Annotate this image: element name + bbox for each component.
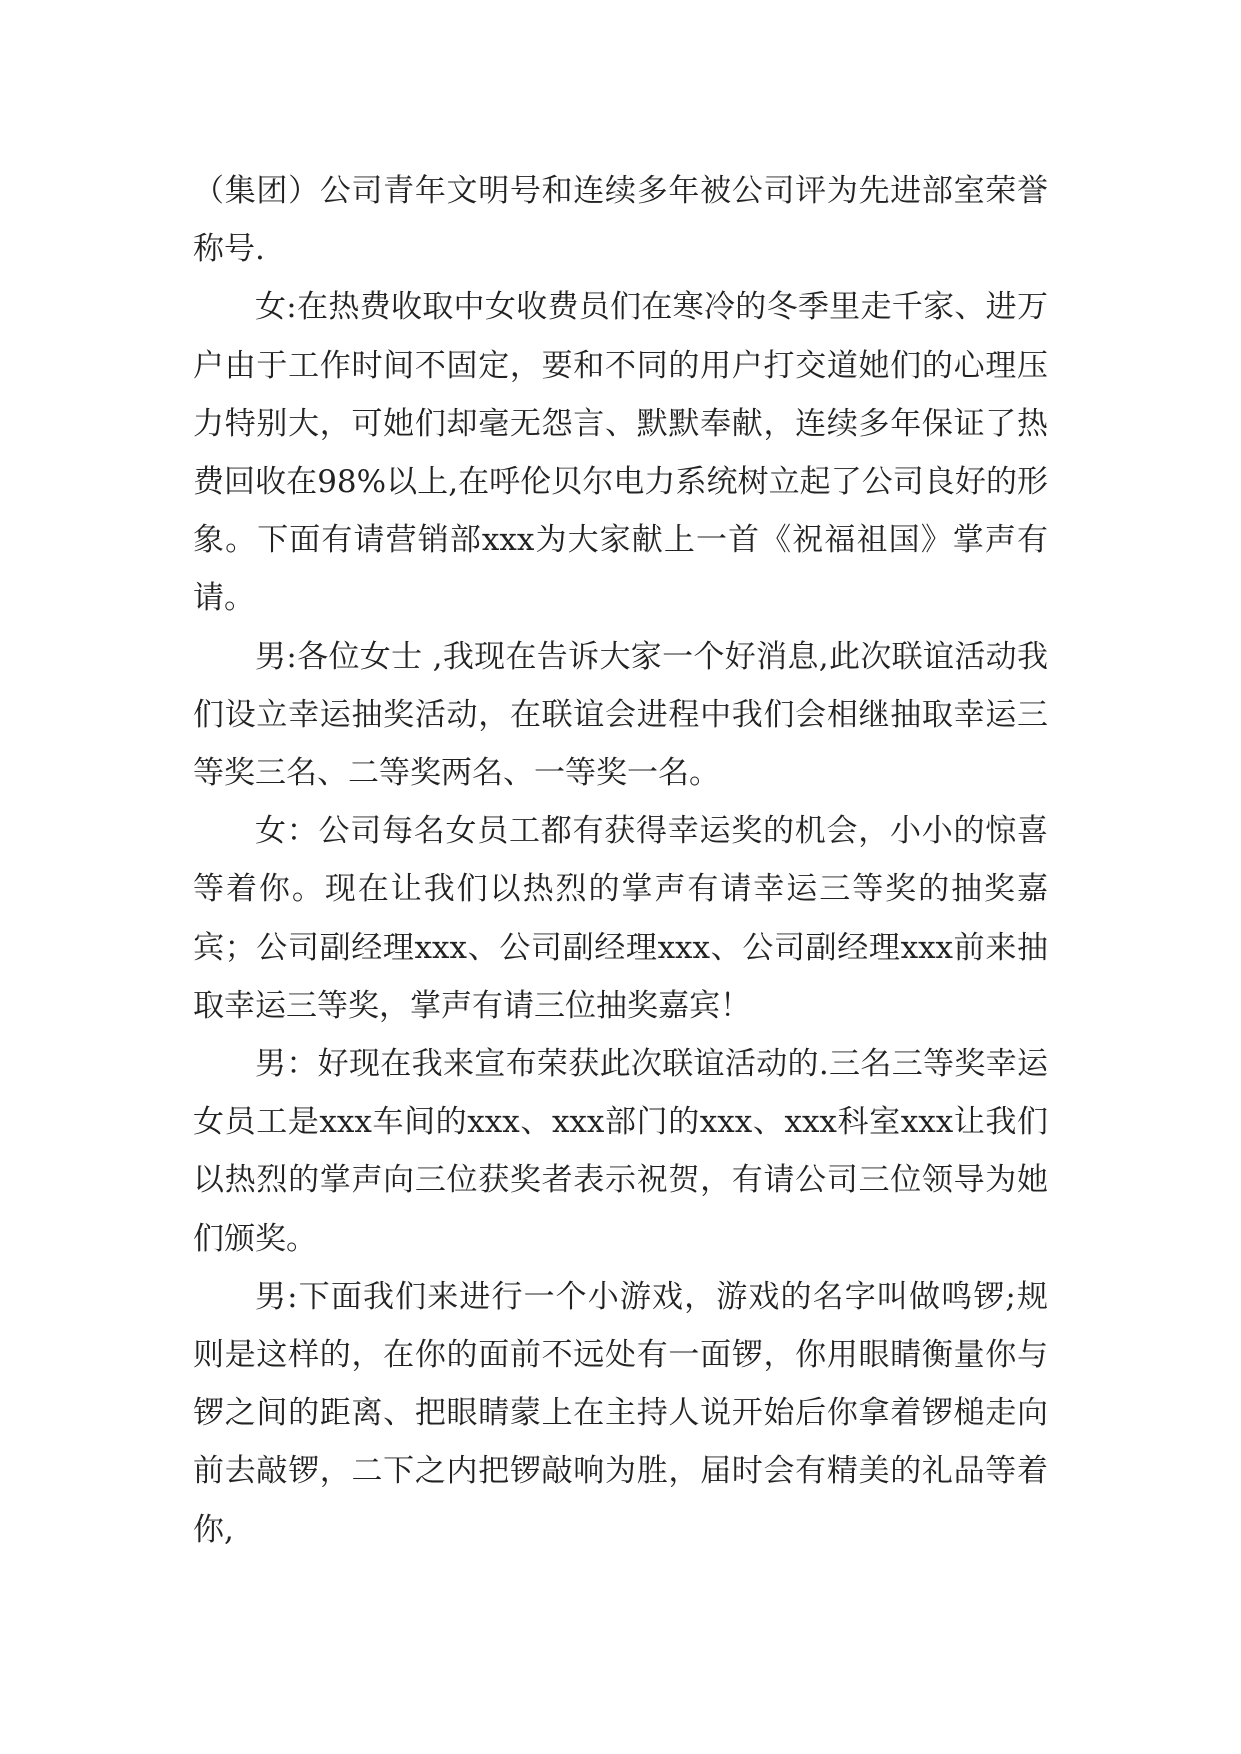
paragraph-1: （集团）公司青年文明号和连续多年被公司评为先进部室荣誉称号. xyxy=(193,173,1048,268)
paragraph-4: 女：公司每名女员工都有获得幸运奖的机会，小小的惊喜等着你。现在让我们以热烈的掌声有请幸运三等奖的抽奖嘉宾；公司副经理xxx、公司副经理xxx、公司副经理xxx前来抽取幸运三等奖，掌声有请三位抽奖嘉宾！ xyxy=(193,813,1048,1024)
paragraph-6: 男:下面我们来进行一个小游戏，游戏的名字叫做鸣锣;规则是这样的，在你的面前不远处有一面锣，你用眼睛衡量你与锣之间的距离、把眼睛蒙上在主持人说开始后你拿着锣槌走向前去敲锣，二下之内把锣敲响为胜，届时会有精美的礼品等着你, xyxy=(193,1278,1048,1548)
document-body xyxy=(193,162,1048,1559)
paragraph-5: 男：好现在我来宣布荣获此次联谊活动的.三名三等奖幸运女员工是xxx车间的xxx、xxx部门的xxx、xxx科室xxx让我们以热烈的掌声向三位获奖者表示祝贺，有请公司三位领导为她们颁奖。 xyxy=(193,1046,1048,1257)
paragraph-2: 女:在热费收取中女收费员们在寒冷的冬季里走千家、进万户由于工作时间不固定，要和不同的用户打交道她们的心理压力特别大，可她们却毫无怨言、默默奉献，连续多年保证了热费回收在98%以上,在呼伦贝尔电力系统树立起了公司良好的形象。下面有请营销部xxx为大家献上一首《祝福祖国》掌声有请。 xyxy=(193,289,1048,617)
paragraph-3: 男:各位女士 ,我现在告诉大家一个好消息,此次联谊活动我们设立幸运抽奖活动，在联谊会进程中我们会相继抽取幸运三等奖三名、二等奖两名、一等奖一名。 xyxy=(193,638,1048,792)
